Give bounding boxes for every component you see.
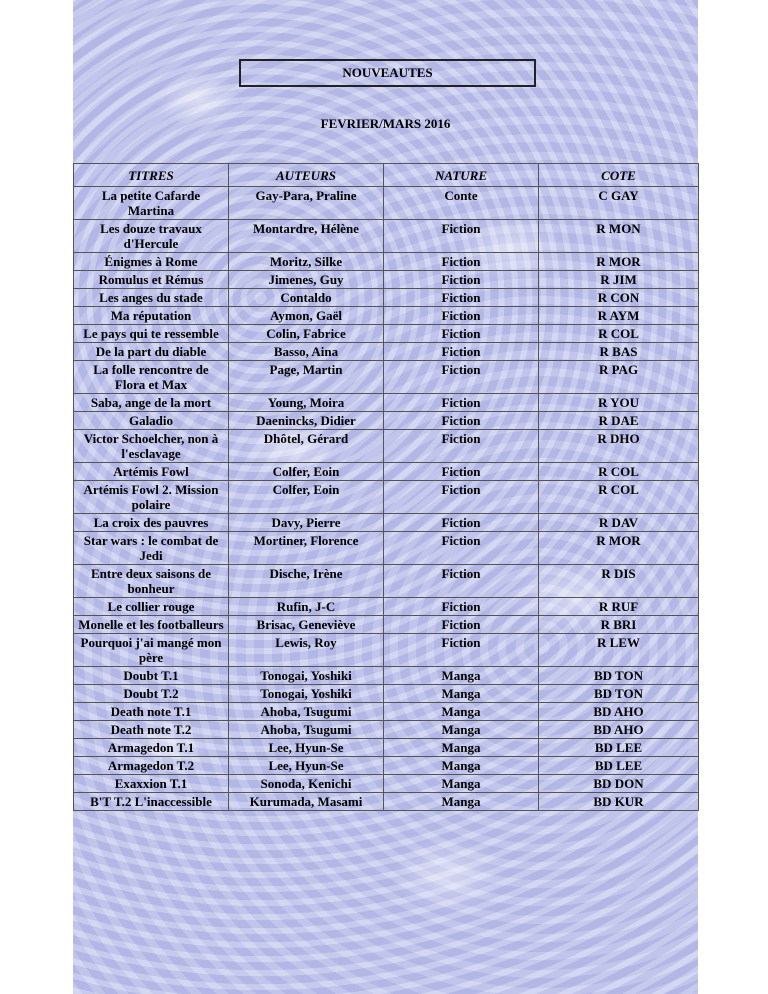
- cell-cote: R DHO: [539, 430, 699, 463]
- cell-cote: R LEW: [539, 634, 699, 667]
- column-header-cote: COTE: [539, 164, 699, 187]
- cell-titre: Star wars : le combat de Jedi: [74, 532, 229, 565]
- cell-nature: Fiction: [384, 514, 539, 532]
- cell-titre: Doubt T.1: [74, 667, 229, 685]
- table-row: [74, 793, 699, 811]
- cell-titre: Armagedon T.2: [74, 757, 229, 775]
- table-row: [74, 253, 699, 271]
- period-subtitle: FEVRIER/MARS 2016: [320, 116, 451, 131]
- cell-auteur: Moritz, Silke: [229, 253, 384, 271]
- cell-nature: Manga: [384, 667, 539, 685]
- cell-auteur: Brisac, Geneviève: [229, 616, 384, 634]
- page-title: NOUVEAUTES: [342, 65, 433, 80]
- cell-titre: Énigmes à Rome: [74, 253, 229, 271]
- table-row: [74, 361, 699, 394]
- cell-nature: Fiction: [384, 634, 539, 667]
- cell-auteur: Basso, Aina: [229, 343, 384, 361]
- cell-nature: Fiction: [384, 271, 539, 289]
- cell-nature: Fiction: [384, 532, 539, 565]
- cell-titre: Les anges du stade: [74, 289, 229, 307]
- table-row: [74, 343, 699, 361]
- table-row: [74, 757, 699, 775]
- cell-nature: Fiction: [384, 463, 539, 481]
- cell-cote: R YOU: [539, 394, 699, 412]
- cell-auteur: Mortiner, Florence: [229, 532, 384, 565]
- cell-auteur: Colfer, Eoin: [229, 463, 384, 481]
- cell-nature: Fiction: [384, 343, 539, 361]
- cell-nature: Fiction: [384, 394, 539, 412]
- cell-cote: BD TON: [539, 667, 699, 685]
- table-row: [74, 271, 699, 289]
- table-row: [74, 325, 699, 343]
- cell-cote: R COL: [539, 481, 699, 514]
- cell-titre: Death note T.1: [74, 703, 229, 721]
- table-row: [74, 514, 699, 532]
- table-row: [74, 775, 699, 793]
- cell-nature: Fiction: [384, 565, 539, 598]
- cell-titre: La croix des pauvres: [74, 514, 229, 532]
- table-header-row: [74, 164, 699, 187]
- cell-nature: Manga: [384, 793, 539, 811]
- cell-nature: Fiction: [384, 220, 539, 253]
- cell-nature: Manga: [384, 685, 539, 703]
- cell-titre: Les douze travaux d'Hercule: [74, 220, 229, 253]
- cell-nature: Fiction: [384, 361, 539, 394]
- cell-auteur: Ahoba, Tsugumi: [229, 721, 384, 739]
- cell-auteur: Gay-Para, Praline: [229, 187, 384, 220]
- page-title-box: [239, 59, 536, 87]
- new-books-table: [73, 163, 699, 811]
- cell-cote: R DAE: [539, 412, 699, 430]
- cell-auteur: Dische, Irène: [229, 565, 384, 598]
- cell-nature: Fiction: [384, 481, 539, 514]
- cell-nature: Manga: [384, 739, 539, 757]
- cell-nature: Fiction: [384, 430, 539, 463]
- cell-auteur: Davy, Pierre: [229, 514, 384, 532]
- column-header-auteurs: AUTEURS: [229, 164, 384, 187]
- cell-nature: Fiction: [384, 412, 539, 430]
- cell-titre: Monelle et les footballeurs: [74, 616, 229, 634]
- cell-cote: R RUF: [539, 598, 699, 616]
- table-row: [74, 463, 699, 481]
- cell-cote: R COL: [539, 463, 699, 481]
- cell-nature: Manga: [384, 775, 539, 793]
- cell-auteur: Lee, Hyun-Se: [229, 757, 384, 775]
- cell-cote: C GAY: [539, 187, 699, 220]
- cell-auteur: Colfer, Eoin: [229, 481, 384, 514]
- table-row: [74, 616, 699, 634]
- cell-auteur: Montardre, Hélène: [229, 220, 384, 253]
- cell-titre: Armagedon T.1: [74, 739, 229, 757]
- cell-nature: Fiction: [384, 598, 539, 616]
- cell-cote: BD DON: [539, 775, 699, 793]
- cell-titre: Entre deux saisons de bonheur: [74, 565, 229, 598]
- cell-titre: Galadio: [74, 412, 229, 430]
- table-row: [74, 187, 699, 220]
- cell-nature: Fiction: [384, 289, 539, 307]
- cell-cote: R DAV: [539, 514, 699, 532]
- cell-cote: R JIM: [539, 271, 699, 289]
- table-row: [74, 289, 699, 307]
- cell-auteur: Daenincks, Didier: [229, 412, 384, 430]
- cell-auteur: Tonogai, Yoshiki: [229, 667, 384, 685]
- cell-cote: BD LEE: [539, 757, 699, 775]
- cell-titre: La folle rencontre de Flora et Max: [74, 361, 229, 394]
- cell-auteur: Aymon, Gaël: [229, 307, 384, 325]
- cell-titre: Victor Schoelcher, non à l'esclavage: [74, 430, 229, 463]
- table-row: [74, 220, 699, 253]
- cell-titre: Artémis Fowl 2. Mission polaire: [74, 481, 229, 514]
- table-row: [74, 565, 699, 598]
- table-row: [74, 703, 699, 721]
- table-row: [74, 430, 699, 463]
- cell-titre: Le pays qui te ressemble: [74, 325, 229, 343]
- cell-cote: R CON: [539, 289, 699, 307]
- cell-auteur: Young, Moira: [229, 394, 384, 412]
- cell-titre: De la part du diable: [74, 343, 229, 361]
- table-row: [74, 634, 699, 667]
- cell-titre: Ma réputation: [74, 307, 229, 325]
- cell-auteur: Ahoba, Tsugumi: [229, 703, 384, 721]
- cell-cote: R AYM: [539, 307, 699, 325]
- cell-titre: B'T T.2 L'inaccessible: [74, 793, 229, 811]
- cell-nature: Manga: [384, 703, 539, 721]
- table-body: [74, 187, 699, 811]
- cell-titre: Saba, ange de la mort: [74, 394, 229, 412]
- table-row: [74, 739, 699, 757]
- table-row: [74, 394, 699, 412]
- cell-nature: Manga: [384, 721, 539, 739]
- cell-titre: Artémis Fowl: [74, 463, 229, 481]
- cell-cote: R BRI: [539, 616, 699, 634]
- cell-cote: BD TON: [539, 685, 699, 703]
- cell-cote: BD LEE: [539, 739, 699, 757]
- cell-auteur: Lewis, Roy: [229, 634, 384, 667]
- cell-cote: R BAS: [539, 343, 699, 361]
- cell-nature: Fiction: [384, 325, 539, 343]
- table-row: [74, 532, 699, 565]
- cell-titre: Doubt T.2: [74, 685, 229, 703]
- table-row: [74, 412, 699, 430]
- cell-cote: BD KUR: [539, 793, 699, 811]
- cell-auteur: Contaldo: [229, 289, 384, 307]
- cell-nature: Fiction: [384, 307, 539, 325]
- cell-titre: Exaxxion T.1: [74, 775, 229, 793]
- cell-cote: R DIS: [539, 565, 699, 598]
- table-row: [74, 685, 699, 703]
- cell-auteur: Page, Martin: [229, 361, 384, 394]
- table-row: [74, 481, 699, 514]
- cell-titre: La petite Cafarde Martina: [74, 187, 229, 220]
- cell-auteur: Kurumada, Masami: [229, 793, 384, 811]
- column-header-titres: TITRES: [74, 164, 229, 187]
- cell-titre: Death note T.2: [74, 721, 229, 739]
- cell-auteur: Dhôtel, Gérard: [229, 430, 384, 463]
- table-row: [74, 307, 699, 325]
- table-row: [74, 598, 699, 616]
- cell-cote: BD AHO: [539, 721, 699, 739]
- cell-nature: Fiction: [384, 616, 539, 634]
- cell-cote: R MOR: [539, 532, 699, 565]
- cell-auteur: Rufin, J-C: [229, 598, 384, 616]
- table-row: [74, 667, 699, 685]
- cell-cote: R COL: [539, 325, 699, 343]
- cell-cote: R MON: [539, 220, 699, 253]
- cell-auteur: Colin, Fabrice: [229, 325, 384, 343]
- table-row: [74, 721, 699, 739]
- cell-auteur: Lee, Hyun-Se: [229, 739, 384, 757]
- cell-nature: Conte: [384, 187, 539, 220]
- cell-auteur: Tonogai, Yoshiki: [229, 685, 384, 703]
- cell-auteur: Jimenes, Guy: [229, 271, 384, 289]
- cell-cote: BD AHO: [539, 703, 699, 721]
- cell-auteur: Sonoda, Kenichi: [229, 775, 384, 793]
- column-header-nature: NATURE: [384, 164, 539, 187]
- cell-nature: Manga: [384, 757, 539, 775]
- cell-titre: Le collier rouge: [74, 598, 229, 616]
- cell-titre: Pourquoi j'ai mangé mon père: [74, 634, 229, 667]
- cell-cote: R MOR: [539, 253, 699, 271]
- cell-cote: R PAG: [539, 361, 699, 394]
- cell-titre: Romulus et Rémus: [74, 271, 229, 289]
- cell-nature: Fiction: [384, 253, 539, 271]
